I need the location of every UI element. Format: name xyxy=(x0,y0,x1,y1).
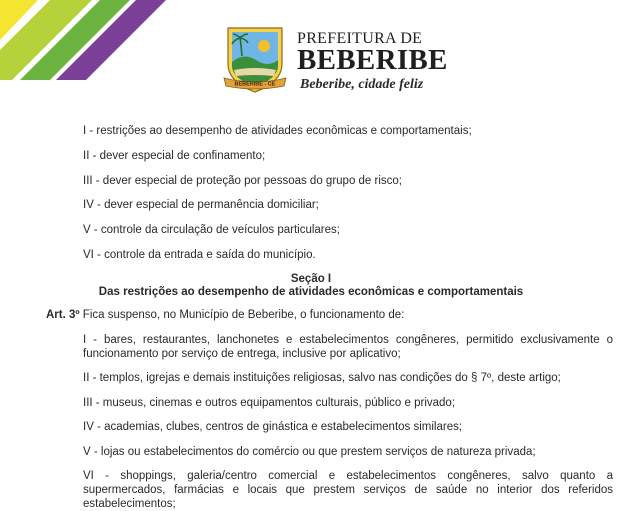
city-crest-emblem xyxy=(220,22,290,94)
brand-name-line1: PREFEITURA DE xyxy=(297,30,423,47)
list-item: II - templos, igrejas e demais instituições religiosas, salvo nas condições do § 7º, deste artigo; xyxy=(83,372,561,384)
crest-ribbon-text: BEBERIBE - CE xyxy=(234,81,276,88)
list-item: I - restrições ao desempenho de atividades econômicas e comportamentais; xyxy=(83,125,472,137)
decorative-stripes xyxy=(0,0,170,80)
section-title: Seção I xyxy=(290,273,332,285)
list-item: III - museus, cinemas e outros equipamentos culturais, público e privado; xyxy=(83,397,456,409)
brand-slogan: Beberibe, cidade feliz xyxy=(300,77,424,92)
list-item: V - lojas ou estabelecimentos do comércio ou que prestem serviços de natureza privada; xyxy=(83,446,536,458)
article-paragraph xyxy=(46,308,576,322)
section-subtitle: Das restrições ao desempenho de atividades econômicas e comportamentais xyxy=(98,286,524,298)
header-logo xyxy=(220,22,448,94)
article-text: Fica suspenso, no Município de Beberibe, o funcionamento de: xyxy=(79,309,405,321)
list-item: IV - dever especial de permanência domiciliar; xyxy=(83,199,319,211)
list-item: VI - shoppings, galeria/centro comercial e estabelecimentos congêneres, salvo quanto a supermercados, farmácias e locais que prestem serviços de saúde no interior dos referidos estabelecimentos; xyxy=(83,470,613,510)
list-item: II - dever especial de confinamento; xyxy=(83,150,266,162)
list-item: V - controle da circulação de veículos particulares; xyxy=(83,224,340,236)
article-label: Art. 3º xyxy=(46,309,80,321)
list-item: I - bares, restaurantes, lanchonetes e estabelecimentos congêneres, permitido exclusivamente o funcionamento por serviço de entrega, inclusive por aplicativo; xyxy=(83,334,613,360)
list-item: VI - controle da entrada e saída do município. xyxy=(83,249,316,261)
list-item: III - dever especial de proteção por pessoas do grupo de risco; xyxy=(83,175,402,187)
brand-name-line2: BEBERIBE xyxy=(297,44,448,76)
list-item: IV - academias, clubes, centros de ginástica e estabelecimentos similares; xyxy=(83,421,463,433)
